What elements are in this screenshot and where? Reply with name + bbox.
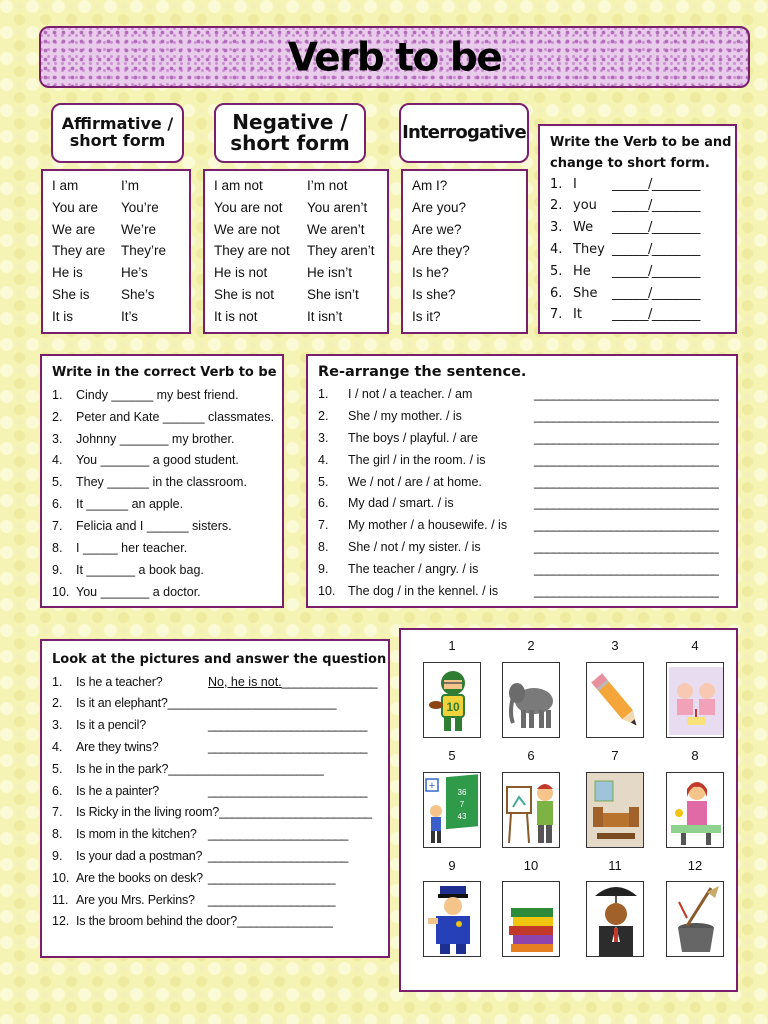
picture-question-item [52, 758, 388, 780]
question-form: Are they? [412, 243, 470, 259]
item-number: 10. [52, 870, 70, 885]
question-form: Are we? [412, 221, 462, 237]
correct-verb-exercise [40, 354, 284, 608]
answer-line[interactable]: ______________________ [208, 849, 348, 864]
short-form-item [550, 198, 735, 220]
title-banner [39, 26, 750, 88]
item-number: 3. [52, 718, 63, 733]
pencil-icon [586, 662, 644, 738]
item-number: 11. [52, 892, 69, 907]
item-number: 10. [52, 584, 70, 599]
item-number: 1. [52, 674, 63, 689]
affirmative-heading-line-1: Affirmative / [61, 114, 174, 134]
item-number: 3. [318, 430, 329, 445]
rearrange-item [318, 580, 736, 602]
item-number: 7. [52, 805, 63, 820]
scrambled-sentence: She / my mother. / is [348, 408, 462, 423]
item-number: 10. [318, 583, 336, 598]
item-number: 5. [52, 761, 63, 776]
answer-blank[interactable]: ______/________ [612, 263, 700, 279]
short-form: It isn’t [307, 308, 343, 324]
negative-heading-line-2: short form [230, 131, 350, 155]
item-number: 5. [52, 475, 63, 490]
answer-line[interactable]: ________________________ [219, 805, 372, 820]
short-form: We’re [121, 221, 157, 237]
picture-number: 6 [527, 748, 535, 763]
item-number: 4. [550, 241, 563, 257]
short-form-title-line-2: change to short form. [550, 155, 710, 171]
negative-row [214, 243, 387, 265]
item-subject: We [573, 220, 594, 236]
affirmative-row [52, 178, 189, 200]
item-number: 7. [318, 518, 329, 533]
item-sentence[interactable]: Peter and Kate ______ classmates. [76, 409, 275, 424]
correct-verb-item [52, 493, 282, 515]
short-form-item [550, 264, 735, 286]
item-number: 6. [52, 497, 63, 512]
item-number: 4. [318, 452, 329, 467]
picture-number: 10 [523, 858, 539, 873]
answer-line[interactable]: _________________________ [208, 718, 367, 733]
item-number: 4. [52, 740, 63, 755]
negative-list [203, 169, 389, 334]
picture-number: 2 [527, 638, 535, 653]
question-form: Am I? [412, 178, 448, 193]
item-number: 8. [52, 540, 63, 555]
short-form-title-line-1: Write the Verb to be and [550, 135, 732, 150]
question-text: Is he a painter? [76, 783, 159, 798]
affirmative-row [52, 243, 189, 265]
answer-line[interactable]: _____________________________ [534, 408, 719, 423]
item-number: 12. [52, 914, 70, 929]
scrambled-sentence: The teacher / angry. / is [348, 562, 479, 577]
affirmative-heading [51, 103, 184, 163]
rearrange-exercise [306, 354, 738, 608]
pictures-grid [399, 628, 738, 992]
scrambled-sentence: The girl / in the room. / is [348, 452, 486, 467]
answer-line[interactable]: _____________________________ [534, 430, 719, 445]
picture-question-item [52, 823, 388, 845]
picture-number: 11 [608, 858, 622, 873]
answer-line[interactable]: ____________________ [208, 892, 336, 907]
item-number: 1. [318, 386, 329, 401]
affirmative-row [52, 287, 189, 309]
rearrange-item [318, 492, 736, 514]
affirmative-row [52, 200, 189, 222]
picture-number: 8 [691, 748, 699, 763]
rearrange-item [318, 427, 736, 449]
negative-heading [214, 103, 366, 163]
picture-number: 9 [448, 858, 456, 873]
item-number: 2. [52, 696, 63, 711]
negative-row [214, 265, 387, 287]
item-subject: I [573, 176, 577, 192]
item-subject: They [573, 241, 605, 257]
answer-line[interactable]: ______________________ [208, 827, 348, 842]
item-sentence[interactable]: You _______ a doctor. [76, 584, 201, 599]
negative-row [214, 287, 387, 309]
item-number: 8. [318, 540, 329, 555]
item-number: 3. [550, 220, 563, 236]
correct-verb-item [52, 515, 282, 537]
long-form: He is not [214, 265, 268, 281]
item-number: 7. [52, 519, 63, 534]
item-sentence[interactable]: It _______ a book bag. [76, 562, 204, 577]
correct-verb-item [52, 559, 282, 581]
long-form: We are [52, 221, 96, 237]
question-form: Are you? [412, 199, 467, 215]
affirmative-heading-line-2: short form [69, 131, 166, 150]
interrogative-row [412, 178, 526, 200]
short-form-exercise [538, 124, 737, 334]
question-text: Is he in the park?_______________________ [76, 761, 324, 776]
question-text: Is mom in the kitchen? [76, 827, 197, 842]
long-form: They are [52, 243, 106, 259]
picture-question-item [52, 867, 388, 889]
long-form: She is [52, 286, 90, 302]
item-subject: you [573, 198, 597, 214]
svg-text:+: + [428, 780, 436, 792]
question-text: Is Ricky in the living room? [76, 805, 220, 820]
scrambled-sentence: My mother / a housewife. / is [348, 518, 508, 533]
affirmative-row [52, 265, 189, 287]
item-number: 6. [318, 496, 329, 511]
svg-text:10: 10 [446, 700, 460, 714]
interrogative-row [412, 287, 526, 309]
rearrange-item [318, 449, 736, 471]
answer-line[interactable]: _____________________________ [534, 583, 719, 598]
short-form: It’s [121, 308, 139, 324]
short-form-item [550, 286, 735, 308]
picture-number: 1 [448, 638, 456, 653]
item-number: 3. [52, 431, 63, 446]
rearrange-item [318, 405, 736, 427]
picture-number: 12 [687, 858, 703, 873]
short-form: He isn’t [307, 265, 353, 281]
scrambled-sentence: The boys / playful. / are [348, 430, 478, 445]
answer-blank[interactable]: ______/________ [612, 198, 700, 214]
books-icon [502, 881, 560, 957]
svg-text:43: 43 [457, 812, 467, 821]
item-number: 9. [52, 849, 63, 864]
interrogative-heading: Interrogative [399, 103, 529, 163]
short-form: I’m not [307, 178, 348, 193]
short-form: She isn’t [307, 286, 359, 302]
item-number: 5. [318, 474, 329, 489]
elephant-icon [502, 662, 560, 738]
short-form: You’re [121, 199, 159, 215]
answer-line[interactable]: _____________________________ [534, 518, 719, 533]
negative-row [214, 200, 387, 222]
item-number: 9. [318, 562, 329, 577]
negative-row [214, 178, 387, 200]
short-form: We aren’t [307, 221, 365, 237]
question-text: Is it a pencil? [76, 718, 146, 733]
answer-line[interactable]: _____________________________ [534, 386, 719, 401]
picture-question-item [52, 802, 388, 824]
question-text: Is he a teacher? [76, 674, 163, 689]
item-number: 2. [318, 408, 329, 423]
negative-heading-line-1: Negative / [232, 110, 348, 134]
long-form: I am not [214, 178, 263, 193]
picture-question-item [52, 911, 388, 933]
question-text: Is your dad a postman? [76, 849, 203, 864]
svg-text:7: 7 [459, 800, 465, 809]
page-title: Verb to be [287, 35, 502, 81]
rearrange-item [318, 471, 736, 493]
item-number: 6. [550, 285, 563, 301]
answer-line[interactable]: _________________________ [208, 783, 367, 798]
interrogative-row [412, 309, 526, 331]
short-form: He’s [121, 265, 148, 281]
correct-verb-item [52, 471, 282, 493]
item-sentence[interactable]: Felicia and I ______ sisters. [76, 519, 232, 534]
item-number: 5. [550, 263, 563, 279]
short-form-item [550, 307, 735, 329]
long-form: She is not [214, 286, 275, 302]
scrambled-sentence: My dad / smart. / is [348, 496, 454, 511]
item-number: 9. [52, 562, 63, 577]
twins-icon [666, 662, 724, 738]
item-sentence[interactable]: They ______ in the classroom. [76, 475, 247, 490]
rearrange-title: Re-arrange the sentence. [318, 364, 527, 380]
correct-verb-item [52, 449, 282, 471]
correct-verb-item [52, 581, 282, 603]
picture-question-item [52, 671, 388, 693]
long-form: It is [52, 308, 74, 324]
answer-blank[interactable]: ______/________ [612, 307, 700, 323]
answer-blank[interactable]: ______/________ [612, 241, 700, 257]
item-subject: It [573, 307, 582, 323]
svg-text:36: 36 [457, 788, 467, 797]
sample-answer: No, he is not. [208, 674, 282, 689]
answer-blank[interactable]: ______/________ [612, 285, 700, 301]
interrogative-row [412, 265, 526, 287]
living-room-icon [586, 772, 644, 848]
picture-number: 7 [611, 748, 619, 763]
answer-line[interactable]: _____________________________ [534, 540, 719, 555]
rearrange-item [318, 558, 736, 580]
answer-line[interactable]: _____________________________ [534, 562, 719, 577]
rearrange-item [318, 536, 736, 558]
answer-line[interactable]: _____________________________ [534, 474, 719, 489]
short-form: You aren’t [307, 199, 368, 215]
picture-question-item [52, 714, 388, 736]
long-form: I am [52, 178, 79, 193]
question-form: Is he? [412, 265, 449, 281]
scrambled-sentence: I / not / a teacher. / am [348, 386, 473, 401]
correct-verb-title: Write in the correct Verb to be [52, 365, 277, 380]
correct-verb-item [52, 537, 282, 559]
item-number: 1. [52, 387, 63, 402]
affirmative-row [52, 309, 189, 331]
pictures-questions [40, 639, 390, 958]
football-player-icon [423, 662, 481, 738]
question-text: Are they twins? [76, 740, 159, 755]
interrogative-list [401, 169, 528, 334]
short-form-item [550, 220, 735, 242]
item-sentence[interactable]: You _______ a good student. [76, 453, 239, 468]
affirmative-row [52, 222, 189, 244]
picture-question-item [52, 889, 388, 911]
picture-question-item [52, 736, 388, 758]
interrogative-row [412, 243, 526, 265]
interrogative-row [412, 200, 526, 222]
long-form: We are not [214, 221, 280, 237]
police-officer-icon [423, 881, 481, 957]
question-form: Is she? [412, 286, 456, 302]
short-form: They aren’t [307, 243, 375, 259]
item-number: 8. [52, 827, 63, 842]
picture-question-item [52, 780, 388, 802]
item-number: 7. [550, 307, 563, 323]
correct-verb-item [52, 384, 282, 406]
man-umbrella-icon [586, 881, 644, 957]
item-number: 4. [52, 453, 63, 468]
item-sentence[interactable]: I _____ her teacher. [76, 540, 188, 555]
picture-question-item [52, 693, 388, 715]
painter-icon [502, 772, 560, 848]
pictures-questions-title: Look at the pictures and answer the question [52, 652, 387, 667]
long-form: You are not [214, 199, 283, 215]
correct-verb-item [52, 428, 282, 450]
answer-line[interactable]: _________________________ [208, 740, 367, 755]
answer-blank[interactable]: ______/________ [612, 176, 700, 192]
answer-line[interactable]: _______________ [236, 914, 333, 929]
question-form: Is it? [412, 308, 441, 324]
negative-row [214, 222, 387, 244]
item-sentence[interactable]: Cindy ______ my best friend. [76, 387, 239, 402]
item-sentence[interactable]: Johnny _______ my brother. [76, 431, 235, 446]
question-text: Is it an elephant?_________________________ [76, 696, 337, 711]
teacher-board-icon [423, 772, 481, 848]
rearrange-item [318, 514, 736, 536]
item-subject: He [573, 263, 591, 279]
answer-line[interactable]: _____________________________ [534, 452, 719, 467]
correct-verb-item [52, 406, 282, 428]
short-form: I’m [121, 178, 139, 193]
answer-line[interactable]: _____________________________ [534, 496, 719, 511]
negative-row [214, 309, 387, 331]
answer-blank[interactable]: ______/________ [612, 220, 700, 236]
answer-line[interactable]: ____________________ [208, 870, 336, 885]
question-text: Are the books on desk? [76, 870, 203, 885]
long-form: You are [52, 199, 99, 215]
scrambled-sentence: She / not / my sister. / is [348, 540, 481, 555]
question-text: Are you Mrs. Perkins? [76, 892, 195, 907]
rearrange-item [318, 383, 736, 405]
item-number: 6. [52, 783, 63, 798]
scrambled-sentence: The dog / in the kennel. / is [348, 583, 499, 598]
item-subject: She [573, 285, 598, 301]
picture-number: 3 [611, 638, 619, 653]
picture-number: 4 [691, 638, 699, 653]
answer-line[interactable]: _______________ [281, 674, 377, 689]
item-number: 1. [550, 176, 563, 192]
item-sentence[interactable]: It ______ an apple. [76, 497, 184, 512]
short-form-item [550, 242, 735, 264]
short-form: She’s [121, 286, 155, 302]
woman-kitchen-icon [666, 772, 724, 848]
affirmative-list [41, 169, 191, 334]
item-number: 2. [550, 198, 563, 214]
question-text: Is the broom behind the door? [76, 914, 237, 929]
long-form: It is not [214, 308, 258, 324]
long-form: He is [52, 265, 83, 281]
picture-question-item [52, 845, 388, 867]
interrogative-row [412, 222, 526, 244]
scrambled-sentence: We / not / are / at home. [348, 474, 482, 489]
short-form-item [550, 177, 735, 199]
item-number: 2. [52, 409, 63, 424]
picture-number: 5 [448, 748, 456, 763]
long-form: They are not [214, 243, 290, 259]
short-form: They’re [121, 243, 167, 259]
broom-bucket-icon [666, 881, 724, 957]
